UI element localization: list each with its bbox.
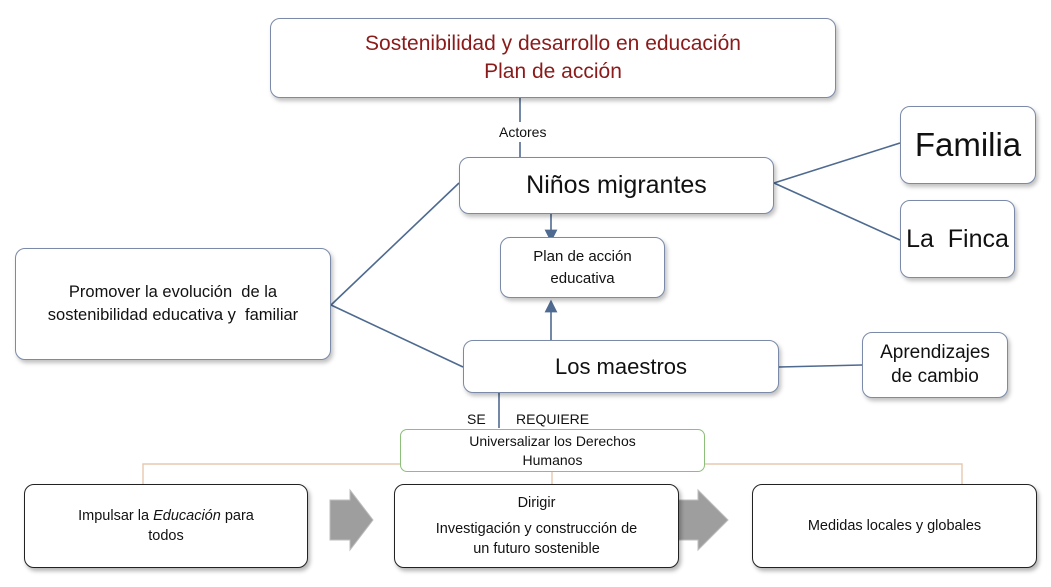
promover-line-2: sostenibilidad educativa y familiar: [47, 306, 299, 324]
promover-ninos-connector: [331, 183, 459, 305]
bracket-left: [143, 464, 400, 484]
los-maestros-box: [463, 340, 779, 393]
dirigir-line-1: Dirigir: [517, 495, 556, 511]
la-finca-text: La Finca: [906, 224, 1009, 253]
ninos-migrantes-box: [459, 157, 774, 214]
aprendizajes-line-2: de cambio: [891, 366, 979, 387]
medidas-box: [752, 484, 1037, 568]
title-line-2: Plan de acción: [484, 60, 622, 83]
title-line-1: Sostenibilidad y desarrollo en educación: [365, 32, 741, 55]
promover-line-1: Promover la evolución de la: [68, 283, 278, 301]
universalizar-line-2: Humanos: [522, 451, 583, 468]
universalizar-line-1: Universalizar los Derechos: [469, 432, 636, 449]
dirigir-line-3: un futuro sostenible: [473, 541, 600, 557]
dirigir-line-2: Investigación y construcción de: [435, 521, 638, 537]
familia-box: [900, 106, 1036, 184]
la-finca-box: [900, 200, 1015, 278]
aprendizajes-line-1: Aprendizajes: [880, 342, 990, 363]
right-arrow-icon: [678, 490, 728, 550]
requiere-label: REQUIERE: [516, 411, 590, 427]
impulsar-box: [24, 484, 308, 568]
dirigir-box: [394, 484, 679, 568]
aprendizajes-connector: [779, 365, 862, 367]
promover-box: [15, 248, 331, 360]
la-finca-connector: [774, 183, 900, 240]
aprendizajes-box: [862, 332, 1008, 398]
actores-label: Actores: [499, 124, 547, 140]
impulsar-prefix: Impulsar la: [78, 508, 154, 524]
ninos-migrantes-text: Niños migrantes: [526, 171, 707, 199]
medidas-text: Medidas locales y globales: [807, 518, 982, 534]
universalizar-box: [400, 429, 705, 472]
familia-connector: [774, 143, 900, 183]
right-arrow-icon: [330, 490, 373, 550]
los-maestros-text: Los maestros: [554, 353, 688, 379]
plan-accion-line-1: Plan de acción: [533, 247, 632, 265]
impulsar-line-2: todos: [148, 528, 184, 544]
plan-accion-line-2: educativa: [550, 269, 615, 287]
familia-text: Familia: [914, 126, 1022, 163]
se-label: SE: [467, 411, 486, 427]
impulsar-italic: Educación: [153, 508, 221, 524]
bracket-right: [705, 464, 962, 484]
impulsar-suffix: para: [220, 508, 254, 524]
title-box: [270, 18, 836, 98]
impulsar-line-1: [78, 506, 254, 526]
promover-maestros-connector: [331, 305, 463, 367]
plan-accion-box: [500, 237, 665, 298]
